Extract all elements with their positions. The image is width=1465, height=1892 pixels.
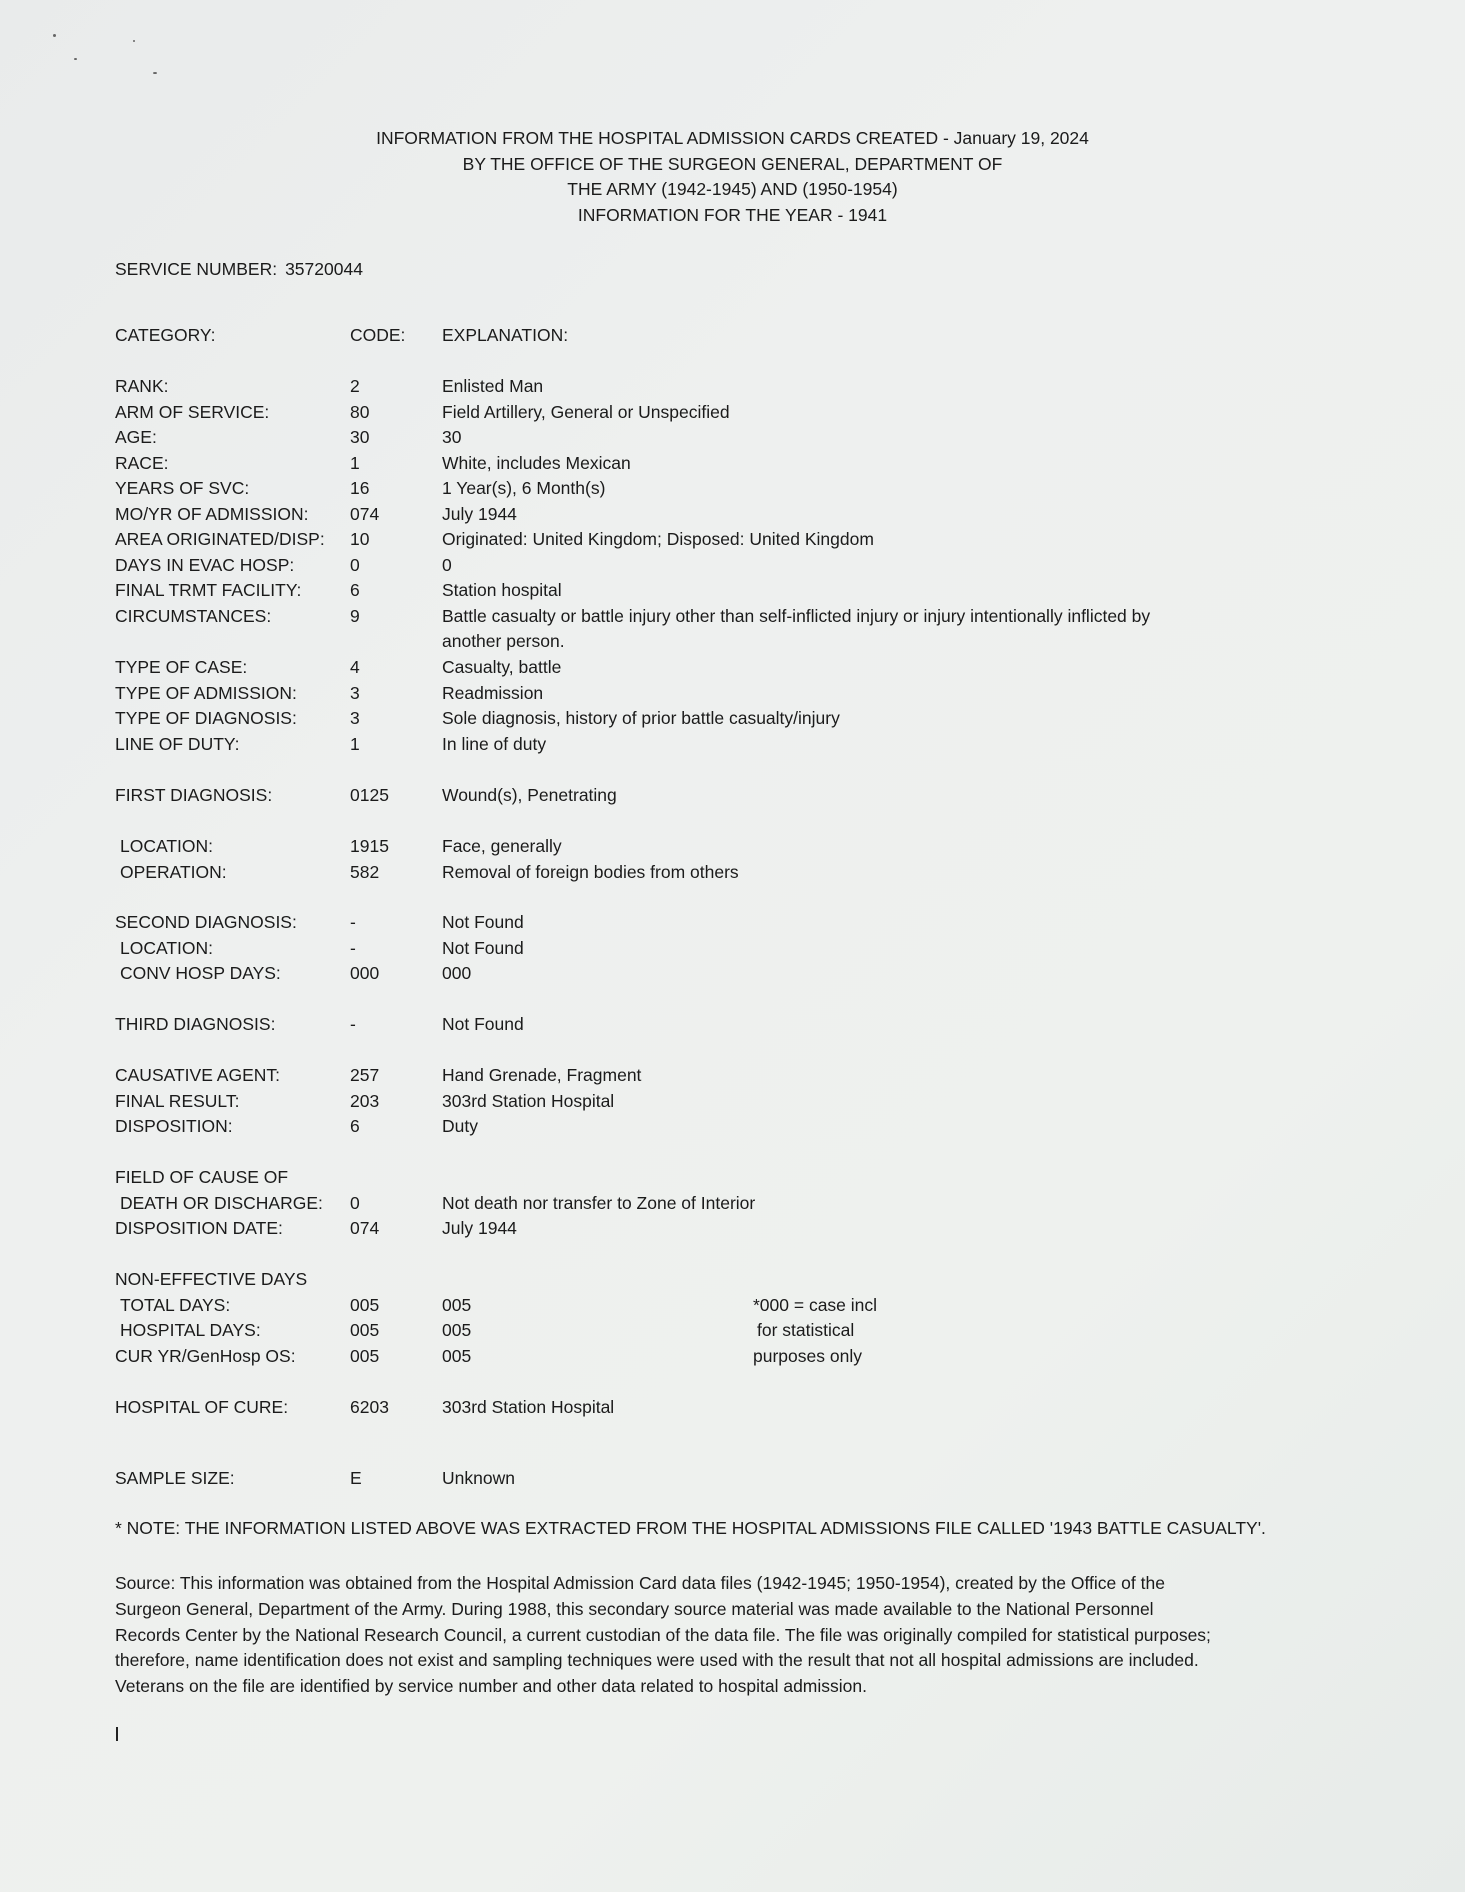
row-label: OPERATION: [120,861,227,882]
row-code: 16 [350,478,370,498]
row-explanation: Not death nor transfer to Zone of Interior [442,1192,756,1213]
row-total-days [0,1293,1465,1319]
row-hospital-of-cure [0,1395,1465,1421]
row-code: - [350,937,356,958]
row-code: 6203 [350,1396,389,1417]
row-code: 3 [350,682,360,703]
row-age [0,425,1465,451]
row-final-treatment [0,578,1465,604]
row-explanation: In line of duty [442,733,547,754]
row-explanation: 0 [442,554,452,575]
row-rank [0,374,1465,400]
row-label: HOSPITAL DAYS: [120,1320,261,1340]
row-label: LOCATION: [120,836,214,856]
row-label: AREA ORIGINATED/DISP: [115,529,325,549]
row-explanation: 303rd Station Hospital [442,1396,615,1417]
row-hospital-days [0,1318,1465,1344]
row-explanation: Originated: United Kingdom; Disposed: United Kingdom [442,529,874,549]
row-type-of-case [0,655,1465,681]
category-header: CATEGORY: [115,325,216,345]
row-explanation: White, includes Mexican [442,452,631,473]
row-explanation: Removal of foreign bodies from others [442,861,739,882]
row-circumstances [0,604,1465,651]
row-code: 1 [350,452,360,473]
code-header: CODE: [350,325,406,345]
side-note: *000 = case incl [753,1294,878,1315]
row-conv-hosp-days [0,961,1465,987]
row-explanation: 005 [442,1294,472,1315]
row-label: LOCATION: [120,937,214,958]
header-line: BY THE OFFICE OF THE SURGEON GENERAL, DEPARTMENT OF [462,153,1003,174]
row-years-of-service [0,476,1465,502]
row-label: FIELD OF CAUSE OF [115,1167,289,1187]
row-label: AGE: [115,427,157,447]
row-type-of-diagnosis [0,706,1465,732]
side-note: purposes only [753,1345,862,1366]
row-explanation: July 1944 [442,503,517,524]
row-explanation: Readmission [442,682,544,703]
row-explanation: Wound(s), Penetrating [442,785,617,805]
footer-mark [116,1727,118,1741]
row-label: DAYS IN EVAC HOSP: [115,554,295,575]
column-headers [0,323,1465,349]
row-code: 005 [350,1294,380,1315]
row-code: 1 [350,733,360,754]
source-paragraph: Source: This information was obtained from the Hospital Admission Card data files (1942-1945; 1950-1954), created by the Office of the Surgeon General, Department of the Army. During 1988, this secondary source material was made available to the National Personnel Records Center by the National Research Council, a current custodian of the data file. The file was originally compiled for statistical purposes; therefore, name identification does not exist and sampling techniques were used with the result that not all hospital admissions are included. Veterans on the file are identified by service number and other data related to hospital admission. [115,1573,1211,1697]
row-label: ARM OF SERVICE: [115,401,270,422]
row-label: DISPOSITION DATE: [115,1218,283,1238]
row-label: NON-EFFECTIVE DAYS [115,1269,308,1289]
row-operation [0,860,1465,886]
row-label: HOSPITAL OF CURE: [115,1396,289,1417]
row-explanation: Battle casualty or battle injury other than self-inflicted injury or injury intentionally inflicted by another person. [442,605,1151,651]
row-code: 10 [350,529,370,549]
row-label: FINAL RESULT: [115,1090,240,1111]
row-explanation: 1 Year(s), 6 Month(s) [442,478,606,498]
header-line: INFORMATION FROM THE HOSPITAL ADMISSION CARDS CREATED - January 19, 2024 [376,128,1089,148]
row-admission-date [0,502,1465,528]
explanation-header: EXPLANATION: [442,325,569,345]
row-code: 0 [350,1192,360,1213]
row-explanation: 005 [442,1345,472,1366]
row-code: 005 [350,1345,380,1366]
row-code: E [350,1468,362,1488]
row-area [0,527,1465,553]
row-location [0,936,1465,962]
row-explanation: Hand Grenade, Fragment [442,1065,642,1085]
row-code: 30 [350,427,370,447]
row-label: DEATH OR DISCHARGE: [120,1192,323,1213]
header-line: THE ARMY (1942-1945) AND (1950-1954) [567,179,898,199]
row-label: TYPE OF ADMISSION: [115,682,297,703]
row-field-of-cause [0,1165,1465,1191]
row-explanation: July 1944 [442,1218,517,1238]
service-number-value: 35720044 [285,259,363,279]
row-code: 1915 [350,836,389,856]
row-race [0,451,1465,477]
row-non-effective-days [0,1267,1465,1293]
row-evac-days [0,553,1465,579]
row-code: 000 [350,963,380,983]
row-final-result [0,1089,1465,1115]
row-code: 9 [350,605,360,626]
row-label: CAUSATIVE AGENT: [115,1065,280,1085]
row-disposition-date [0,1216,1465,1242]
row-code: 074 [350,503,380,524]
row-explanation: Duty [442,1116,478,1136]
row-label: YEARS OF SVC: [115,478,250,498]
row-label: DISPOSITION: [115,1116,233,1136]
row-code: 2 [350,376,360,396]
row-label: TOTAL DAYS: [120,1294,231,1315]
row-code: 257 [350,1065,380,1085]
row-explanation: 000 [442,963,472,983]
side-note: for statistical [757,1320,855,1340]
row-type-of-admission [0,681,1465,707]
row-label: CUR YR/GenHosp OS: [115,1345,296,1366]
row-explanation: Casualty, battle [442,657,562,677]
row-code: 4 [350,657,360,677]
row-explanation: Field Artillery, General or Unspecified [442,401,730,422]
row-code: - [350,1014,356,1034]
row-label: LINE OF DUTY: [115,733,240,754]
row-label: SAMPLE SIZE: [115,1468,235,1488]
row-code: 6 [350,1116,360,1136]
row-explanation: Not Found [442,912,524,932]
row-label: TYPE OF DIAGNOSIS: [115,708,297,728]
row-cur-yr-genhosp [0,1344,1465,1370]
row-explanation: Sole diagnosis, history of prior battle casualty/injury [442,708,840,728]
row-code: 005 [350,1320,380,1340]
row-explanation: Not Found [442,1014,524,1034]
row-causative-agent [0,1063,1465,1089]
header-line: INFORMATION FOR THE YEAR - 1941 [577,204,888,225]
row-explanation: 303rd Station Hospital [442,1090,615,1111]
row-arm-of-service [0,400,1465,426]
row-label: FINAL TRMT FACILITY: [115,580,302,600]
row-explanation: Face, generally [442,836,562,856]
row-code: 3 [350,708,360,728]
extraction-note: * NOTE: THE INFORMATION LISTED ABOVE WAS EXTRACTED FROM THE HOSPITAL ADMISSIONS FILE CALLED '1943 BATTLE CASUALTY'. [115,1518,1266,1538]
row-label: RANK: [115,376,169,396]
row-explanation: Not Found [442,937,524,958]
row-line-of-duty [0,732,1465,758]
row-label: CONV HOSP DAYS: [120,963,281,983]
row-label: FIRST DIAGNOSIS: [115,785,273,805]
row-code: 80 [350,401,370,422]
row-code: 0 [350,554,360,575]
row-sample-size [0,1466,1465,1492]
row-explanation: 005 [442,1320,472,1340]
row-location [0,834,1465,860]
row-label: MO/YR OF ADMISSION: [115,503,309,524]
row-code: 203 [350,1090,380,1111]
row-code: 074 [350,1218,380,1238]
row-explanation: 30 [442,427,462,447]
row-code: 582 [350,861,380,882]
row-explanation: Enlisted Man [442,376,544,396]
row-first-diagnosis [0,783,1465,809]
row-label: SECOND DIAGNOSIS: [115,912,297,932]
row-label: THIRD DIAGNOSIS: [115,1014,276,1034]
row-label: TYPE OF CASE: [115,657,248,677]
row-explanation: Station hospital [442,580,562,600]
service-number-label: SERVICE NUMBER: [115,259,278,279]
row-code: - [350,912,356,932]
row-label: CIRCUMSTANCES: [115,605,272,626]
row-explanation: Unknown [442,1468,515,1488]
row-second-diagnosis [0,910,1465,936]
row-death-or-discharge [0,1191,1465,1217]
row-label: RACE: [115,452,169,473]
row-code: 6 [350,580,360,600]
row-code: 0125 [350,785,389,805]
row-third-diagnosis [0,1012,1465,1038]
row-disposition [0,1114,1465,1140]
